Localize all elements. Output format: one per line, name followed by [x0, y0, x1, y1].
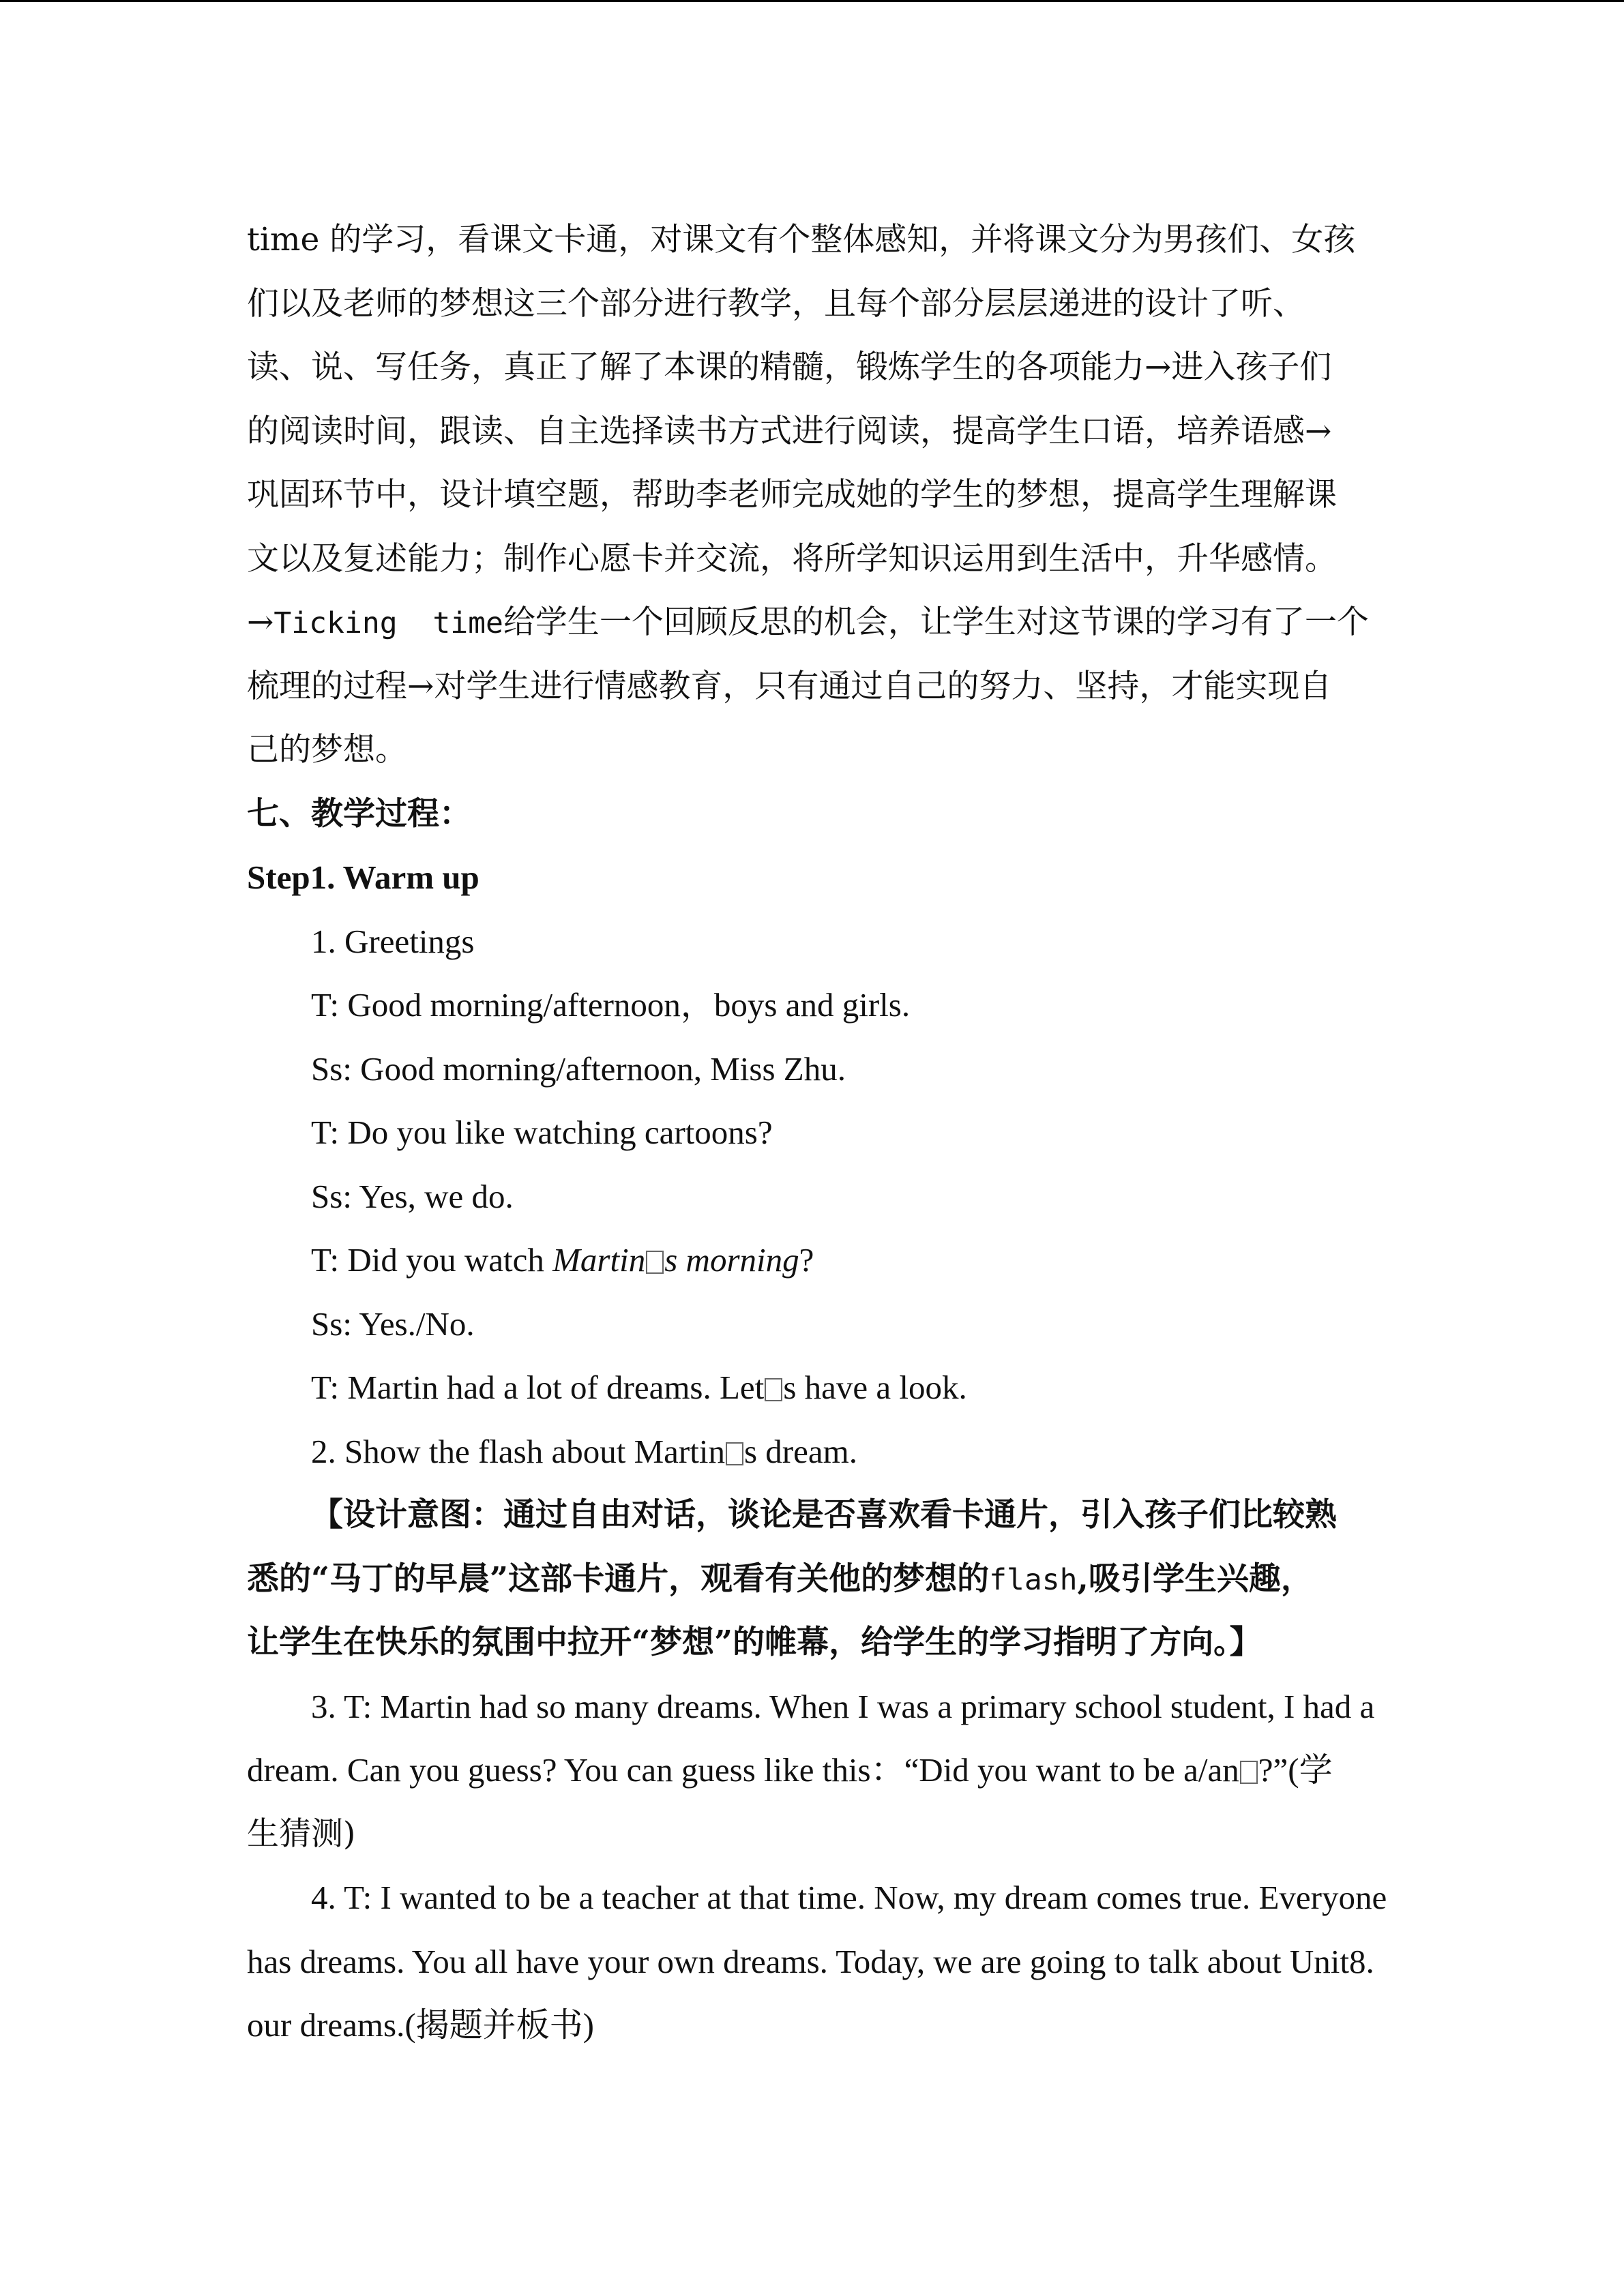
greetings-item: 1. Greetings — [311, 922, 475, 960]
missing-glyph-box — [726, 1442, 743, 1465]
missing-glyph-box — [646, 1251, 664, 1274]
step4-line-3: our dreams.(揭题并板书) — [247, 2006, 594, 2044]
intro-line-5: 巩固环节中，设计填空题，帮助李老师完成她的学生的梦想，提高学生理解课 — [247, 476, 1337, 513]
dialogue-line-6: Ss: Yes./No. — [311, 1304, 475, 1343]
design-intent-line-3: 让学生在快乐的氛围中拉开“梦想”的帷幕，给学生的学习指明了方向。】 — [247, 1624, 1262, 1661]
cartoon-title-part-2: s morning — [664, 1241, 799, 1279]
dialogue-5-prefix: T: Did you watch — [311, 1241, 553, 1279]
show-flash-part-1: 2. Show the flash about Martin — [311, 1432, 725, 1470]
design-intent-2a: 悉的“马丁的早晨”这部卡通片，观看有关他的梦想的 — [247, 1560, 990, 1598]
intro-line-8: 梳理的过程→对学生进行情感教育，只有通过自己的努力、坚持，才能实现自 — [247, 667, 1332, 705]
flash-code: flash — [989, 1562, 1078, 1597]
intro-line-4: 的阅读时间，跟读、自主选择读书方式进行阅读，提高学生口语，培养语感→ — [247, 412, 1332, 450]
intro-line-3: 读、说、写任务，真正了解了本课的精髓，锻炼学生的各项能力→进入孩子们 — [247, 348, 1332, 386]
step3-line-3: 生猜测) — [247, 1815, 356, 1853]
design-intent-line-2 — [247, 1547, 1379, 1611]
intro-line-7-rest: 给学生一个回顾反思的机会，让学生对这节课的学习有了一个 — [503, 603, 1369, 641]
intro-line-9: 己的梦想。 — [247, 731, 407, 769]
cartoon-title-part-1: Martin — [552, 1241, 646, 1279]
ticking-time-code: Ticking time — [274, 606, 503, 640]
dialogue-line-4: Ss: Yes, we do. — [311, 1177, 514, 1215]
step4-line-1: 4. T: I wanted to be a teacher at that time. Now, my dream comes true. Everyone — [311, 1879, 1387, 1916]
dialogue-7-part-2: s have a look. — [783, 1369, 967, 1406]
missing-glyph-box — [765, 1378, 782, 1401]
dialogue-7-part-1: T: Martin had a lot of dreams. Let — [311, 1369, 765, 1406]
intro-line-6: 文以及复述能力；制作心愿卡并交流，将所学知识运用到生活中，升华感情。 — [247, 539, 1337, 578]
intro-line-2: 们以及老师的梦想这三个部分进行教学，且每个部分层层递进的设计了听、 — [247, 284, 1305, 323]
step3-line-2 — [247, 1738, 1379, 1802]
document-page — [247, 208, 1387, 2057]
dialogue-line-1: T: Good morning/afternoon，boys and girls. — [311, 986, 911, 1024]
section-heading: 七、教学过程： — [247, 794, 471, 833]
show-flash-part-2: s dream. — [743, 1432, 857, 1470]
dialogue-line-5 — [247, 1228, 1379, 1292]
dialogue-5-suffix: ? — [799, 1241, 814, 1279]
blank-box — [1240, 1761, 1258, 1784]
step4-line-2: has dreams. You all have your own dreams. Today, we are going to talk about Unit8. — [247, 1942, 1374, 1980]
dialogue-line-7 — [247, 1356, 1379, 1420]
dialogue-line-3: T: Do you like watching cartoons? — [311, 1114, 773, 1151]
intro-line-7 — [247, 591, 1379, 655]
step1-title: Step1. Warm up — [247, 859, 479, 896]
intro-line-1: time 的学习，看课文卡通，对课文有个整体感知，并将课文分为男孩们、女孩 — [247, 221, 1356, 258]
step3-line-2a: dream. Can you guess? You can guess like this：“Did you want to be a/an — [247, 1751, 1239, 1789]
design-intent-line-1: 【设计意图：通过自由对话，谈论是否喜欢看卡通片，引入孩子们比较熟 — [311, 1496, 1337, 1534]
arrow-glyph: → — [247, 603, 274, 641]
dialogue-line-2: Ss: Good morning/afternoon, Miss Zhu. — [311, 1049, 846, 1088]
step3-line-2b: ?”(学 — [1258, 1751, 1333, 1789]
show-flash-item — [247, 1420, 1379, 1484]
design-intent-2b: ,吸引学生兴趣， — [1077, 1560, 1313, 1598]
top-border-line — [0, 0, 1624, 2]
step3-line-1: 3. T: Martin had so many dreams. When I was a primary school student, I had a — [311, 1687, 1375, 1725]
